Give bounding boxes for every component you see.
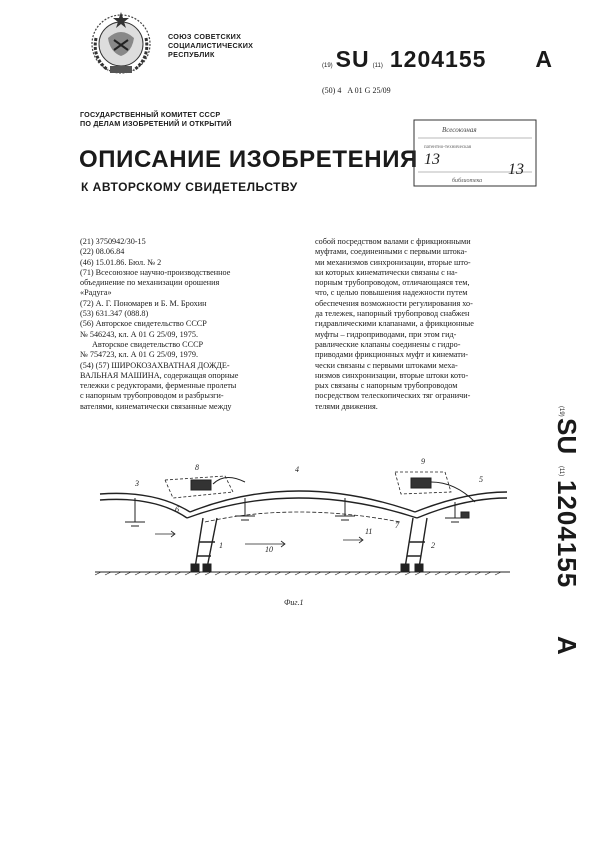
org-line: СОЮЗ СОВЕТСКИХ [168,32,242,41]
label-3: 3 [135,479,139,488]
issuing-state [168,32,253,59]
text-line: порным трубопроводом, отличающаяся тем, [315,278,470,288]
label-6: 6 [175,505,179,514]
label-11: 11 [365,527,373,536]
text-line: ки которых кинематически связаны с на- [315,267,458,277]
text-line: что, с целью повышения надежности путем [315,288,468,298]
text-line: гидравлическими клапанами, а фрикционные [315,319,474,329]
text-line: (46) 15.01.86. Бюл. № 2 [80,257,162,267]
pipeline [100,491,507,518]
label-5: 5 [479,475,483,484]
text-line: Авторское свидетельство СССР [92,339,204,349]
stamp-number-left: 13 [424,151,440,168]
text-line: (21) 3750942/30-15 [80,237,146,246]
label-10: 10 [265,545,273,554]
right-column-text [315,237,474,412]
text-line: с напорным трубопроводом и разбрызги- [80,391,224,401]
text-line: да тележек, напорный трубопровод снабжен [315,309,470,319]
support-tower-right [401,518,427,572]
text-line: (71) Всесоюзное научно-производственное [80,267,231,277]
text-line: «Радуга» [80,288,112,298]
side-country: SU [552,418,582,455]
ussr-emblem [86,8,156,78]
label-4: 4 [295,465,299,474]
figure-caption: Фиг.1 [284,598,304,607]
sync-mechanism-left [165,476,245,498]
document-subtitle: К АВТОРСКОМУ СВИДЕТЕЛЬСТВУ [81,180,298,194]
ground-line [95,572,510,575]
stamp-top: Всесоюзная [442,126,477,134]
text-line: посредством телескопических тяг ограничи- [315,391,471,401]
text-line: низмов синхронизации, вторые штоки кото- [315,370,469,380]
patent-number: 1204155 [389,46,487,72]
committee-line: ГОСУДАРСТВЕННЫЙ КОМИТЕТ СССР [80,110,221,119]
side-number-code: (11) [558,466,564,477]
ipc-classification [322,86,391,95]
text-line: (72) А. Г. Пономарев и Б. М. Брохин [80,298,207,308]
text-line: объединение по механизации орошения [80,278,220,288]
text-line: № 546243, кл. А 01 G 25/09, 1975. [80,329,198,339]
stamp-mid: патентно-техническая [424,145,472,150]
text-line: чески связаны с первыми штоками меха- [315,360,458,370]
patent-number-block [322,46,552,73]
number-code: (11) [372,63,383,69]
text-line: муфты – гидроприводами, при этом гид- [315,329,457,339]
motion-arrows [155,531,363,547]
label-2: 2 [431,541,435,550]
label-1: 1 [219,541,223,550]
label-9: 9 [421,457,425,466]
country: SU [335,46,370,72]
side-patent-number [548,400,588,670]
text-line: вателями, кинематически связанные между [80,401,232,411]
text-line: (54) (57) ШИРОКОЗАХВАТНАЯ ДОЖДЕ- [80,360,230,370]
country-code: (19) [322,63,333,69]
text-line: № 754723, кл. А 01 G 25/09, 1979. [80,350,198,360]
machine-drawing [95,452,510,602]
text-line: приводами фрикционных муфт и кинемати- [315,350,468,360]
text-line: муфтами, соединенными с первыми штока- [315,247,467,257]
stamp-bottom: библиотека [452,178,483,184]
text-line: ВАЛЬНАЯ МАШИНА, содержащая опорные [80,370,239,380]
ipc-code: (50) 4 [322,86,342,95]
text-line: равлические клапаны соединены с гидро- [315,339,461,349]
truss-lower-chord [205,512,400,522]
org-line: СОЦИАЛИСТИЧЕСКИХ [168,41,254,50]
library-stamp [412,118,538,188]
document-title: ОПИСАНИЕ ИЗОБРЕТЕНИЯ [79,146,418,173]
text-line: (56) Авторское свидетельство СССР [80,319,207,329]
side-country-code: (19) [558,406,564,417]
text-line: ми механизмов синхронизации, вторые што- [315,257,471,267]
label-7: 7 [395,521,399,530]
document-kind: A [535,46,553,72]
side-kind: A [552,636,582,655]
committee [80,110,232,128]
org-line: РЕСПУБЛИК [168,50,215,59]
text-line: собой посредством валами с фрикционными [315,237,471,246]
ipc-value: A 01 G 25/09 [347,86,391,95]
text-line: (53) 631.347 (088.8) [80,309,149,319]
side-number: 1204155 [552,480,582,589]
left-column-text [80,237,238,412]
text-line: обеспечения возможности регулирования хо- [315,298,473,308]
text-line: (22) 08.06.84 [80,247,125,257]
text-line: телями движения. [315,401,378,411]
label-8: 8 [195,463,199,472]
text-line: тележки с редукторами, ферменные пролеты [80,381,237,391]
support-tower-left [191,518,217,572]
text-line: рых связаны с напорным трубопроводом [315,381,458,391]
committee-line: ПО ДЕЛАМ ИЗОБРЕТЕНИЙ И ОТКРЫТИЙ [80,119,232,128]
stamp-number-right: 13 [508,161,524,178]
